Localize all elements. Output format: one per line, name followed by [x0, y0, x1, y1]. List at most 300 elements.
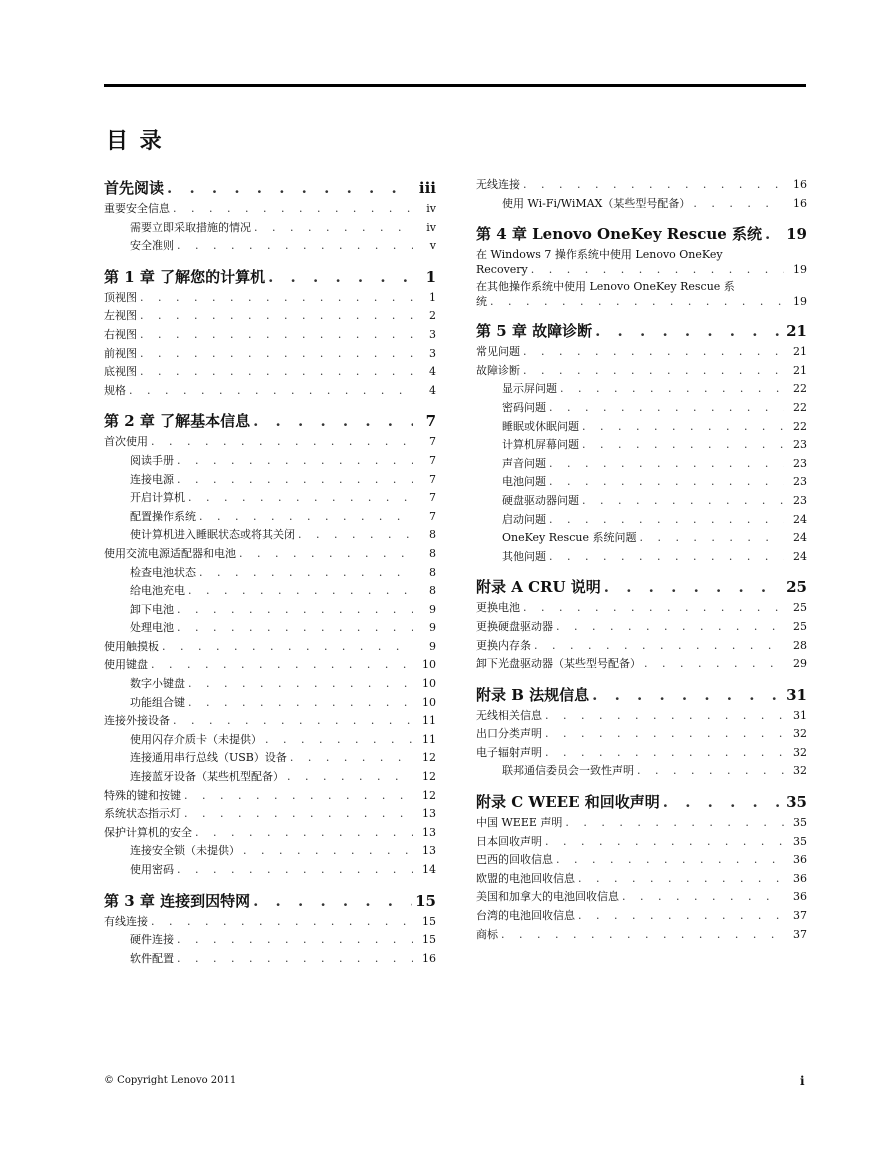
dot-leader [545, 725, 784, 744]
dot-leader [184, 787, 413, 806]
chapter-page-number: 7 [425, 412, 436, 431]
toc-entry[interactable] [476, 618, 807, 637]
dot-leader [523, 343, 784, 362]
dot-leader [560, 380, 784, 399]
toc-chapter-heading[interactable] [104, 268, 436, 286]
entry-label: 电池问题 [502, 475, 546, 489]
dot-leader [595, 322, 783, 340]
entry-label: 日本回收声明 [476, 834, 542, 848]
toc-entry[interactable] [476, 851, 807, 870]
dot-leader [167, 179, 413, 197]
entry-label: 软件配置 [130, 951, 174, 965]
dot-leader [545, 833, 784, 852]
toc-chapter-heading[interactable] [476, 686, 807, 704]
dot-leader [162, 638, 413, 657]
toc-subentry[interactable] [476, 195, 807, 214]
entry-page-number: 10 [422, 695, 436, 709]
dot-leader [765, 225, 783, 243]
dot-leader [644, 655, 784, 674]
entry-label: 处理电池 [130, 621, 174, 635]
dot-leader [254, 219, 413, 238]
entry-page-number: 22 [793, 400, 807, 414]
entry-page-number: 8 [429, 565, 436, 579]
toc-subentry[interactable] [476, 436, 807, 455]
toc-subentry[interactable] [476, 473, 807, 492]
entry-page-number: iv [426, 202, 436, 215]
dot-leader [523, 176, 784, 195]
toc-subentry[interactable] [104, 749, 436, 768]
dot-leader [545, 707, 784, 726]
entry-label: 连接通用串行总线（USB）设备 [130, 751, 287, 765]
dot-leader [549, 473, 784, 492]
toc-entry[interactable] [104, 345, 436, 364]
entry-label: 连接外接设备 [104, 714, 170, 728]
dot-leader [177, 950, 413, 969]
toc-entry[interactable] [476, 926, 807, 945]
dot-leader [545, 744, 784, 763]
toc-entry[interactable] [476, 599, 807, 618]
toc-subentry[interactable] [104, 931, 436, 950]
dot-leader [173, 200, 413, 219]
toc-subentry[interactable] [104, 731, 436, 750]
entry-label: 更换内存条 [476, 638, 531, 652]
toc-subentry[interactable] [104, 471, 436, 490]
toc-subentry[interactable] [104, 237, 436, 256]
toc-entry[interactable] [476, 814, 807, 833]
dot-leader [523, 362, 784, 381]
toc-chapter-heading[interactable] [476, 225, 807, 243]
toc-section [476, 225, 807, 310]
entry-page-number: 10 [422, 658, 436, 672]
entry-label: 声音问题 [502, 456, 546, 470]
dot-leader [188, 675, 413, 694]
toc-entry[interactable] [104, 382, 436, 401]
entry-label: 出口分类声明 [476, 727, 542, 741]
entry-label: 美国和加拿大的电池回收信息 [476, 890, 619, 904]
entry-label: 欧盟的电池回收信息 [476, 871, 575, 885]
dot-leader [140, 289, 413, 308]
toc-entry[interactable] [476, 870, 807, 889]
toc-entry[interactable] [476, 907, 807, 926]
toc-subentry[interactable] [104, 694, 436, 713]
entry-label: 计算机屏幕问题 [502, 438, 579, 452]
entry-label: 保护计算机的安全 [104, 825, 192, 839]
entry-line2 [476, 294, 807, 309]
entry-page-number: v [429, 239, 436, 253]
toc-entry[interactable] [476, 246, 807, 278]
entry-label: 功能组合键 [130, 695, 185, 709]
toc-entry[interactable] [476, 833, 807, 852]
entry-page-number: 13 [422, 825, 436, 839]
toc-subentry[interactable] [104, 564, 436, 583]
chapter-title: 附录 C WEEE 和回收声明 [476, 793, 660, 812]
dot-leader [129, 382, 413, 401]
entry-label: 规格 [104, 383, 126, 397]
toc-section [476, 686, 807, 781]
dot-leader [199, 508, 413, 527]
entry-page-number: 29 [793, 657, 807, 671]
entry-page-number: 12 [422, 751, 436, 765]
toc-entry[interactable] [476, 637, 807, 656]
dot-leader [188, 694, 413, 713]
toc-entry[interactable] [476, 707, 807, 726]
dot-leader [268, 268, 413, 286]
dot-leader [582, 492, 784, 511]
entry-label: 其他问题 [502, 549, 546, 563]
toc-subentry[interactable] [104, 489, 436, 508]
entry-label: 显示屏问题 [502, 382, 557, 396]
entry-label: 使用 Wi-Fi/WiMAX（某些型号配备） [502, 196, 691, 210]
entry-label: 台湾的电池回收信息 [476, 909, 575, 923]
entry-label: 连接安全锁（未提供） [130, 844, 240, 858]
dot-leader [151, 656, 413, 675]
entry-label: 使计算机进入睡眠状态或将其关闭 [130, 528, 295, 542]
entry-label: 常见问题 [476, 345, 520, 359]
entry-line2 [476, 262, 807, 277]
toc-entry[interactable] [476, 343, 807, 362]
toc-subentry[interactable] [104, 675, 436, 694]
toc-subentry[interactable] [476, 492, 807, 511]
entry-label: 连接电源 [130, 472, 174, 486]
toc-entry[interactable] [104, 638, 436, 657]
entry-page-number: 16 [793, 178, 807, 191]
entry-label: 巴西的回收信息 [476, 853, 553, 867]
dot-leader [253, 412, 413, 430]
dot-leader [177, 471, 413, 490]
toc-entry[interactable] [476, 655, 807, 674]
entry-page-number: 9 [429, 639, 436, 653]
entry-label-line1: 在 Windows 7 操作系统中使用 Lenovo OneKey [476, 248, 723, 262]
entry-label: 硬盘驱动器问题 [502, 493, 579, 507]
toc-section [476, 793, 807, 944]
entry-page-number: 21 [793, 345, 807, 359]
top-rule [104, 84, 806, 87]
toc-subentry[interactable] [104, 768, 436, 787]
dot-leader [253, 892, 412, 910]
dot-leader [151, 913, 413, 932]
dot-leader [501, 926, 784, 945]
toc-entry[interactable] [476, 725, 807, 744]
entry-page-number: 23 [793, 475, 807, 489]
chapter-title: 第 1 章 了解您的计算机 [104, 267, 266, 286]
dot-leader [298, 526, 413, 545]
dot-leader [151, 433, 413, 452]
entry-page-number: 4 [429, 365, 436, 379]
entry-page-number: 23 [793, 493, 807, 507]
toc-chapter-heading[interactable] [104, 179, 436, 197]
dot-leader [140, 363, 413, 382]
entry-label: 电子辐射声明 [476, 745, 542, 759]
toc-entry[interactable] [104, 824, 436, 843]
entry-label: 特殊的键和按键 [104, 788, 181, 802]
dot-leader [140, 326, 413, 345]
entry-page-number: 35 [793, 816, 807, 830]
toc-subentry[interactable] [476, 548, 807, 567]
entry-label: 卸下光盘驱动器（某些型号配备） [476, 657, 641, 671]
toc-entry[interactable] [104, 363, 436, 382]
toc-section [104, 179, 436, 256]
entry-page-number: 7 [429, 435, 436, 449]
dot-leader [177, 861, 413, 880]
dot-leader [549, 548, 784, 567]
entry-page-number: 9 [429, 621, 436, 635]
entry-page-number: 36 [793, 871, 807, 885]
entry-page-number: iv [426, 220, 436, 234]
entry-label: 商标 [476, 927, 498, 941]
toc-entry[interactable] [476, 888, 807, 907]
entry-label: 更换电池 [476, 601, 520, 615]
entry-label: 左视图 [104, 309, 137, 323]
dot-leader [239, 545, 413, 564]
entry-label: 硬件连接 [130, 933, 174, 947]
dot-leader [265, 731, 413, 750]
dot-leader [177, 619, 413, 638]
entry-label: 睡眠或休眠问题 [502, 419, 579, 433]
dot-leader [639, 529, 784, 548]
chapter-page-number: iii [418, 179, 436, 197]
entry-label: 右视图 [104, 327, 137, 341]
toc-subentry[interactable] [104, 526, 436, 545]
toc-subentry[interactable] [476, 529, 807, 548]
chapter-title: 第 2 章 了解基本信息 [104, 412, 251, 431]
entry-label: 数字小键盘 [130, 677, 185, 691]
entry-page-number: 2 [429, 309, 436, 323]
dot-leader [582, 436, 784, 455]
entry-page-number: 10 [422, 677, 436, 691]
entry-label: 检查电池状态 [130, 565, 196, 579]
chapter-page-number: 35 [786, 793, 807, 812]
entry-label: 前视图 [104, 346, 137, 360]
entry-page-number: 24 [793, 512, 807, 526]
dot-leader [592, 686, 783, 704]
entry-label: 重要安全信息 [104, 202, 170, 215]
entry-page-number: 3 [429, 327, 436, 341]
toc-subentry[interactable] [476, 399, 807, 418]
toc-entry[interactable] [104, 200, 436, 219]
entry-label: OneKey Rescue 系统问题 [502, 531, 637, 545]
toc-section [104, 268, 436, 401]
dot-leader [531, 262, 784, 277]
toc-subentry[interactable] [104, 601, 436, 620]
entry-label: 底视图 [104, 365, 137, 379]
toc-subentry[interactable] [104, 219, 436, 238]
entry-label: 阅读手册 [130, 453, 174, 467]
toc-subentry[interactable] [476, 455, 807, 474]
entry-label-line2: Recovery [476, 263, 528, 277]
chapter-title: 附录 A CRU 说明 [476, 578, 601, 597]
toc-chapter-heading[interactable] [104, 412, 436, 430]
entry-label: 安全准则 [130, 239, 174, 253]
copyright-notice: © Copyright Lenovo 2011 [104, 1075, 237, 1086]
toc-chapter-heading[interactable] [104, 892, 436, 910]
entry-page-number: 7 [429, 491, 436, 505]
toc-entry[interactable] [476, 362, 807, 381]
dot-leader [637, 762, 784, 781]
toc-subentry[interactable] [476, 762, 807, 781]
toc-entry[interactable] [104, 787, 436, 806]
dot-leader [578, 870, 784, 889]
toc-entry[interactable] [104, 656, 436, 675]
chapter-title: 第 3 章 连接到因特网 [104, 891, 251, 910]
toc-subentry[interactable] [104, 452, 436, 471]
entry-page-number: 7 [429, 509, 436, 523]
dot-leader [177, 452, 413, 471]
entry-page-number: 32 [793, 727, 807, 741]
toc-subentry[interactable] [104, 619, 436, 638]
dot-leader [177, 601, 413, 620]
entry-page-number: 36 [793, 890, 807, 904]
dot-leader [290, 749, 413, 768]
dot-leader [173, 712, 413, 731]
entry-page-number: 15 [422, 933, 436, 947]
page-title: 目 录 [106, 128, 164, 154]
entry-page-number: 24 [793, 549, 807, 563]
entry-label: 给电池充电 [130, 584, 185, 598]
chapter-page-number: 25 [786, 578, 807, 597]
entry-label: 首次使用 [104, 435, 148, 449]
entry-label: 需要立即采取措施的情况 [130, 220, 251, 234]
entry-page-number: 23 [793, 438, 807, 452]
entry-label: 顶视图 [104, 290, 137, 304]
entry-page-number: 12 [422, 770, 436, 784]
entry-page-number: 13 [422, 844, 436, 858]
chapter-page-number: 31 [786, 685, 807, 704]
chapter-title: 第 5 章 故障诊断 [476, 322, 593, 341]
entry-page-number: 8 [429, 584, 436, 598]
entry-page-number: 16 [793, 196, 807, 210]
toc-subentry[interactable] [104, 861, 436, 880]
toc-entry[interactable] [104, 712, 436, 731]
dot-leader [140, 307, 413, 326]
entry-page-number: 12 [422, 788, 436, 802]
dot-leader [534, 637, 784, 656]
entry-page-number: 8 [429, 546, 436, 560]
entry-label: 联邦通信委员会一致性声明 [502, 764, 634, 778]
entry-page-number: 19 [793, 263, 807, 277]
dot-leader [622, 888, 784, 907]
toc-entry[interactable] [104, 913, 436, 932]
dot-leader [549, 511, 784, 530]
entry-label: 使用密码 [130, 863, 174, 876]
entry-page-number: 22 [793, 382, 807, 396]
dot-leader [195, 824, 413, 843]
toc-section [104, 412, 436, 879]
toc-entry[interactable] [476, 176, 807, 195]
toc-entry[interactable] [104, 289, 436, 308]
entry-label: 卸下电池 [130, 602, 174, 616]
toc-entry[interactable] [104, 545, 436, 564]
dot-leader [663, 793, 783, 811]
entry-page-number: 7 [429, 453, 436, 467]
entry-label-line1: 在其他操作系统中使用 Lenovo OneKey Rescue 系 [476, 280, 735, 294]
entry-page-number: 32 [793, 745, 807, 759]
toc-section [476, 578, 807, 673]
entry-page-number: 25 [793, 601, 807, 615]
entry-label: 有线连接 [104, 914, 148, 928]
dot-leader [604, 578, 783, 596]
chapter-page-number: 19 [786, 225, 807, 244]
toc-entry[interactable] [104, 805, 436, 824]
entry-label: 中国 WEEE 声明 [476, 816, 563, 830]
entry-label: 密码问题 [502, 400, 546, 414]
entry-page-number: 22 [793, 419, 807, 433]
toc-chapter-heading[interactable] [476, 322, 807, 340]
toc-section [104, 892, 436, 969]
dot-leader [578, 907, 784, 926]
toc-entry[interactable] [476, 278, 807, 310]
dot-leader [549, 455, 784, 474]
entry-label: 无线相关信息 [476, 708, 542, 722]
dot-leader [565, 814, 784, 833]
entry-page-number: 31 [793, 708, 807, 722]
entry-page-number: 19 [793, 295, 807, 309]
chapter-title: 第 4 章 Lenovo OneKey Rescue 系统 [476, 225, 763, 244]
dot-leader [184, 805, 413, 824]
entry-page-number: 25 [793, 619, 807, 633]
toc-subentry[interactable] [104, 950, 436, 969]
toc-subentry[interactable] [476, 418, 807, 437]
entry-page-number: 32 [793, 764, 807, 778]
entry-page-number: 3 [429, 346, 436, 360]
toc-chapter-heading[interactable] [476, 578, 807, 596]
entry-page-number: 7 [429, 472, 436, 486]
toc-subentry[interactable] [476, 511, 807, 530]
entry-page-number: 24 [793, 531, 807, 545]
chapter-title: 附录 B 法规信息 [476, 685, 590, 704]
entry-page-number: 21 [793, 363, 807, 377]
entry-page-number: 16 [422, 951, 436, 965]
dot-leader [490, 294, 784, 309]
entry-label: 使用闪存介质卡（未提供） [130, 732, 262, 746]
chapter-page-number: 1 [425, 267, 436, 286]
toc-subentry[interactable] [104, 508, 436, 527]
toc-subentry[interactable] [104, 842, 436, 861]
entry-page-number: 37 [793, 927, 807, 941]
entry-page-number: 37 [793, 909, 807, 923]
dot-leader [177, 931, 413, 950]
toc-subentry[interactable] [104, 582, 436, 601]
dot-leader [199, 564, 413, 583]
toc-entry[interactable] [104, 326, 436, 345]
dot-leader [243, 842, 413, 861]
toc-entry[interactable] [104, 433, 436, 452]
dot-leader [556, 851, 784, 870]
entry-label: 开启计算机 [130, 491, 185, 505]
toc-subentry[interactable] [476, 380, 807, 399]
toc-chapter-heading[interactable] [476, 793, 807, 811]
entry-page-number: 36 [793, 853, 807, 867]
entry-page-number: 13 [422, 807, 436, 821]
toc-entry[interactable] [104, 307, 436, 326]
entry-label: 使用交流电源适配器和电池 [104, 546, 236, 560]
dot-leader [188, 582, 413, 601]
entry-page-number: 11 [422, 714, 436, 728]
toc-section [476, 322, 807, 566]
entry-label: 系统状态指示灯 [104, 807, 181, 821]
entry-page-number: 9 [429, 602, 436, 616]
toc-entry[interactable] [476, 744, 807, 763]
dot-leader [582, 418, 784, 437]
entry-page-number: 28 [793, 638, 807, 652]
entry-label: 启动问题 [502, 512, 546, 526]
entry-page-number: 15 [422, 914, 436, 928]
toc-left-column [104, 176, 436, 976]
entry-label-line2: 统 [476, 295, 487, 309]
dot-leader [287, 768, 413, 787]
dot-leader [177, 237, 413, 256]
entry-label: 更换硬盘驱动器 [476, 619, 553, 633]
entry-label: 配置操作系统 [130, 509, 196, 523]
